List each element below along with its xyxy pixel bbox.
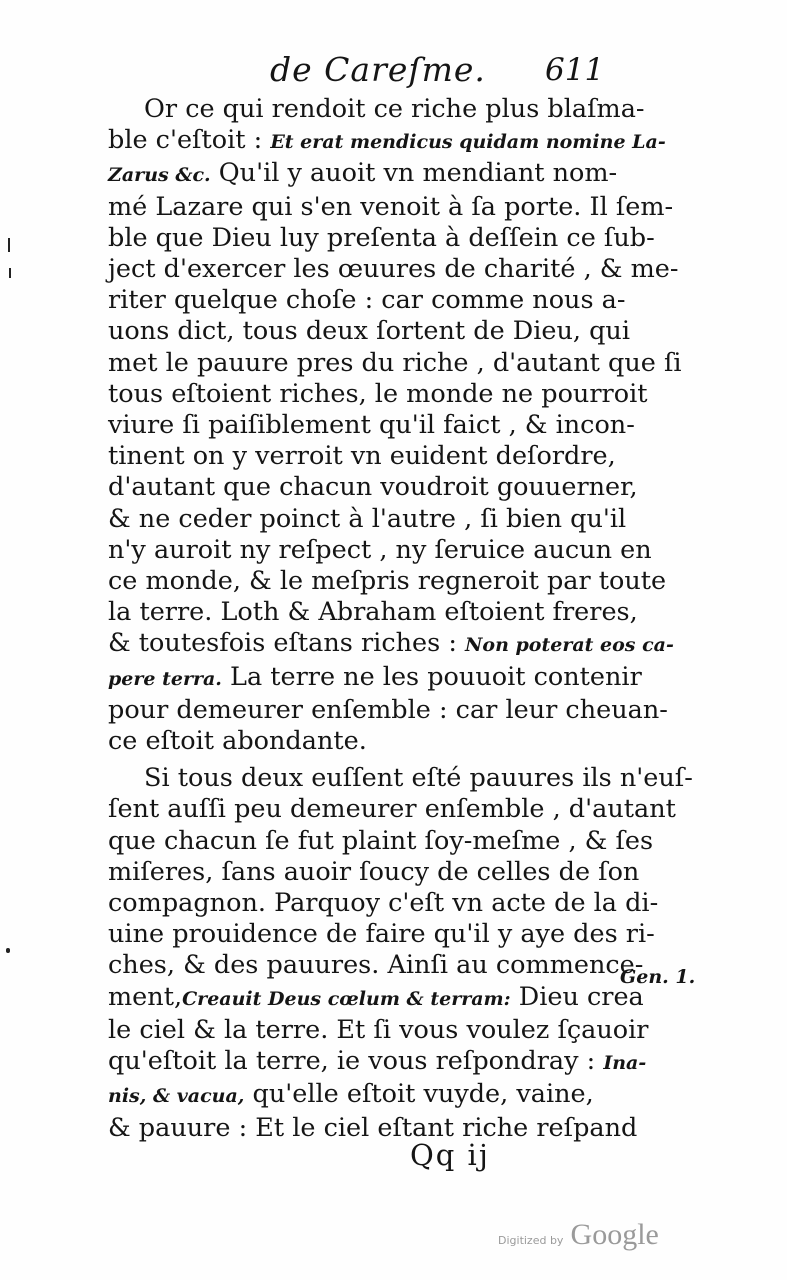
text-line: ble c'eſtoit : Et erat mendicus quidam nomine La- — [108, 125, 666, 156]
signature-mark: Qq ij — [410, 1138, 490, 1172]
margin-reference: Gen. 1. — [620, 966, 696, 988]
digitized-watermark — [498, 1218, 659, 1252]
text-line: n'y auroit ny reſpect , ny ſeruice aucun en — [108, 534, 652, 565]
text-line: nis, & vacua, qu'elle eſtoit vuyde, vaine, — [108, 1079, 594, 1110]
text-line: ſent auſſi peu demeurer enſemble , d'autant — [108, 794, 676, 825]
text-line: tous eſtoient riches, le monde ne pourroit — [108, 378, 648, 409]
text-line: ce monde, & le meſpris regneroit par toute — [108, 566, 667, 597]
text-line: viure ſi paiſiblement qu'il faict , & incon- — [108, 410, 635, 441]
latin-quote: Zarus &c. — [108, 164, 211, 187]
text-line: riter quelque choſe : car comme nous a- — [108, 285, 626, 316]
latin-quote: Creauit Deus cœlum & terram: — [182, 987, 511, 1010]
text-line: & ne ceder poinct à l'autre , ſi bien qu'il — [108, 503, 627, 534]
text-line: & pauure : Et le ciel eſtant riche reſpand — [108, 1112, 638, 1143]
latin-quote: nis, & vacua, — [108, 1085, 245, 1108]
watermark-brand: Google — [570, 1218, 659, 1251]
text-line: mé Lazare qui s'en venoit à ſa porte. Il ſem- — [108, 191, 674, 222]
text-line: miſeres, ſans auoir ſoucy de celles de ſon — [108, 856, 640, 887]
scan-speck — [6, 948, 10, 953]
text-line: ject d'exercer les œuures de charité , & me- — [108, 254, 679, 285]
text-line: compagnon. Parquoy c'eſt vn acte de la di- — [108, 888, 659, 919]
text-line: qu'eſtoit la terre, ie vous reſpondray : Ina- — [108, 1046, 647, 1077]
text-line: uine prouidence de faire qu'il y aye des ri- — [108, 919, 655, 950]
text-line: que chacun ſe fut plaint ſoy-meſme , & ſes — [108, 825, 654, 856]
latin-quote: Ina- — [603, 1052, 647, 1075]
text-line: met le pauure pres du riche , d'autant que ſi — [108, 347, 682, 378]
text-line: ment,Creauit Deus cœlum & terram: Dieu crea — [108, 981, 644, 1012]
running-title: de Careſme. — [270, 50, 486, 89]
text-line: tinent on y verroit vn euident deſordre, — [108, 441, 616, 472]
latin-quote: Non poterat eos ca- — [465, 634, 674, 657]
text-line: uons dict, tous deux ſortent de Dieu, qui — [108, 316, 630, 347]
latin-quote: Et erat mendicus quidam nomine La- — [270, 131, 666, 154]
text-line: Or ce qui rendoit ce riche plus blaſma- — [144, 94, 645, 124]
text-line: le ciel & la terre. Et ſi vous voulez ſçauoir — [108, 1014, 649, 1045]
text-line: pour demeurer enſemble : car leur cheuan- — [108, 694, 668, 725]
text-line: la terre. Loth & Abraham eſtoient freres, — [108, 597, 638, 628]
text-line: Zarus &c. Qu'il y auoit vn mendiant nom- — [108, 158, 618, 189]
latin-quote: pere terra. — [108, 667, 222, 690]
scan-speck — [9, 268, 11, 278]
scan-speck — [8, 238, 10, 252]
text-line: ce eſtoit abondante. — [108, 726, 367, 757]
text-line: d'autant que chacun voudroit gouuerner, — [108, 472, 638, 503]
page-number: 611 — [545, 52, 605, 88]
text-line: ble que Dieu luy preſenta à deſſein ce ſub- — [108, 222, 655, 253]
text-line: & toutesfois eſtans riches : Non poterat eos ca- — [108, 628, 674, 659]
text-line: ches, & des pauures. Ainſi au commence- — [108, 950, 644, 981]
watermark-prefix: Digitized by — [498, 1234, 564, 1247]
text-line: Si tous deux euſſent eſté pauures ils n'euſ- — [144, 763, 693, 794]
text-line: pere terra. La terre ne les pouuoit contenir — [108, 661, 642, 692]
